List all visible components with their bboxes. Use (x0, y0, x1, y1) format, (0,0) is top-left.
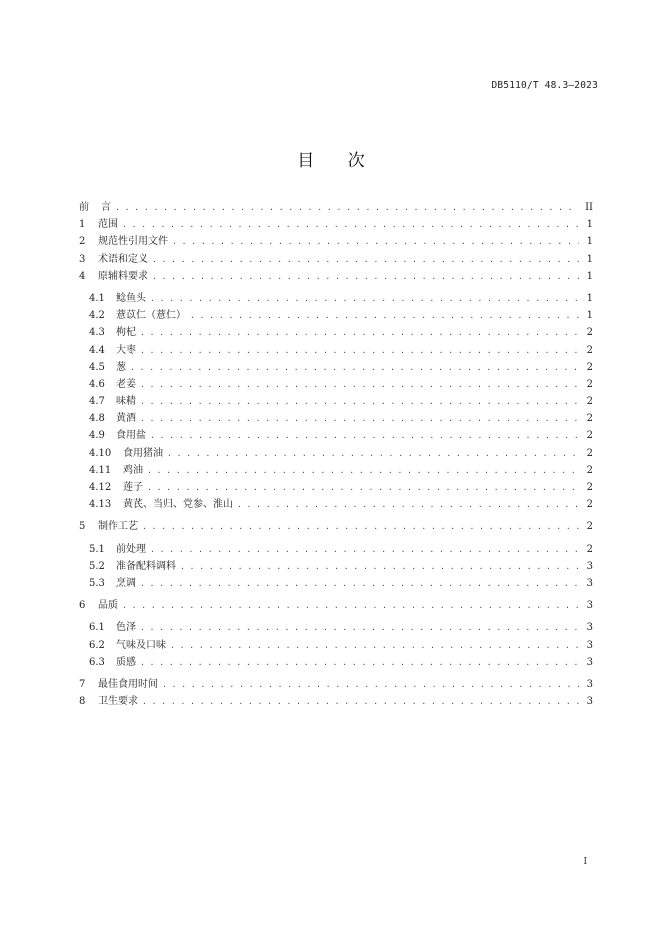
toc-entry-number: 4.11 (89, 464, 112, 476)
toc-entry-page: 2 (586, 344, 593, 356)
toc-entry[interactable] (79, 637, 593, 654)
toc-entry[interactable] (79, 410, 593, 427)
toc-entry-label: 规范性引用文件 (98, 236, 168, 248)
toc-entry[interactable] (79, 199, 593, 216)
toc-entry-label: 原辅料要求 (98, 270, 148, 282)
toc-entry-number: 4.2 (89, 310, 105, 322)
toc-entry[interactable] (79, 445, 593, 462)
toc-entry-number: 4.8 (89, 413, 105, 425)
toc-entry-page: 2 (586, 396, 593, 408)
toc-entry[interactable] (79, 479, 593, 496)
toc-entry[interactable] (79, 541, 593, 558)
toc-entry-number: 2 (79, 236, 86, 248)
toc-entry-number: 4 (79, 270, 86, 282)
toc-entry-page: 1 (586, 236, 593, 248)
toc-leader-dots (140, 376, 579, 393)
toc-entry-page: 2 (586, 464, 593, 476)
toc-entry[interactable] (79, 676, 593, 693)
toc-entry[interactable] (79, 324, 593, 341)
toc-entry-label: 薏苡仁（薏仁） (116, 310, 186, 322)
toc-entry[interactable] (79, 462, 593, 479)
toc-entry-label: 大枣 (116, 344, 136, 356)
toc-entry-number: 前 (79, 202, 89, 213)
toc-entry[interactable] (79, 233, 593, 250)
toc-entry-page: 2 (586, 327, 593, 339)
toc-entry[interactable] (79, 693, 593, 710)
toc-leader-dots (140, 654, 579, 671)
toc-entry-page: 2 (586, 430, 593, 442)
toc-entry-label: 老姜 (116, 378, 136, 390)
toc-entry-label: 质感 (116, 656, 136, 668)
toc-leader-dots (122, 216, 579, 233)
toc-entry-number: 4.5 (89, 361, 105, 373)
toc-entry-number: 6 (79, 600, 86, 612)
toc-entry-number: 3 (79, 253, 86, 265)
toc-entry-label: 葱 (116, 361, 126, 373)
toc-entry-number: 6.3 (89, 656, 105, 668)
toc-entry-label: 术语和定义 (98, 253, 148, 265)
table-of-contents (79, 199, 593, 710)
toc-entry-page: 2 (586, 521, 593, 533)
toc-leader-dots (140, 410, 579, 427)
toc-entry-number: 7 (79, 678, 86, 690)
toc-entry[interactable] (79, 393, 593, 410)
toc-entry-label: 制作工艺 (98, 521, 138, 533)
toc-entry-label: 范围 (98, 219, 118, 231)
toc-entry-label: 最佳食用时间 (98, 678, 158, 690)
toc-entry[interactable] (79, 359, 593, 376)
toc-entry-label: 鸡油 (123, 464, 143, 476)
toc-leader-dots (140, 324, 579, 341)
toc-leader-dots (130, 359, 579, 376)
toc-entry-label: 枸杞 (116, 327, 136, 339)
toc-entry[interactable] (79, 216, 593, 233)
toc-entry-number: 4.10 (89, 447, 112, 459)
toc-entry-number: 5.1 (89, 543, 105, 555)
toc-leader-dots (122, 597, 579, 614)
toc-leader-dots (140, 342, 579, 359)
page-title: 目 次 (297, 151, 379, 171)
document-code: DB5110/T 48.3—2023 (491, 80, 598, 91)
toc-leader-dots (162, 676, 579, 693)
toc-entry[interactable] (79, 251, 593, 268)
toc-entry[interactable] (79, 558, 593, 575)
toc-entry-label: 卫生要求 (98, 696, 138, 708)
toc-entry-number: 6.1 (89, 622, 105, 634)
toc-entry-label: 言 (101, 202, 111, 213)
toc-entry-page: 3 (586, 678, 593, 690)
toc-leader-dots (115, 199, 579, 216)
toc-entry-page: 2 (586, 361, 593, 373)
toc-entry-page: 1 (586, 219, 593, 231)
toc-entry-number: 5.2 (89, 560, 105, 572)
toc-entry-page: 2 (586, 499, 593, 511)
toc-entry[interactable] (79, 290, 593, 307)
toc-leader-dots (140, 393, 579, 410)
toc-entry-number: 4.7 (89, 396, 105, 408)
toc-entry-label: 品质 (98, 600, 118, 612)
toc-entry-label: 准备配料调料 (116, 560, 176, 572)
toc-entry[interactable] (79, 342, 593, 359)
toc-entry-number: 1 (79, 219, 86, 231)
toc-entry-page: 3 (586, 656, 593, 668)
toc-entry-page: 3 (586, 696, 593, 708)
toc-leader-dots (190, 307, 579, 324)
toc-entry-page: 1 (586, 253, 593, 265)
toc-entry-page: 3 (586, 560, 593, 572)
toc-entry-label: 莲子 (123, 482, 143, 493)
toc-leader-dots (172, 233, 579, 250)
toc-entry[interactable] (79, 575, 593, 592)
toc-leader-dots (140, 575, 579, 592)
toc-entry-page: 3 (586, 577, 593, 589)
toc-entry[interactable] (79, 518, 593, 535)
toc-entry-number: 4.3 (89, 327, 105, 339)
toc-entry[interactable] (79, 496, 593, 513)
toc-leader-dots (147, 479, 579, 496)
toc-entry-number: 5 (79, 521, 86, 533)
toc-entry-number: 5.3 (89, 577, 105, 589)
toc-entry[interactable] (79, 427, 593, 444)
toc-leader-dots (140, 619, 579, 636)
toc-leader-dots (180, 558, 579, 575)
toc-entry-number: 4.12 (89, 482, 112, 493)
toc-entry-label: 前处理 (116, 543, 146, 555)
toc-entry[interactable] (79, 619, 593, 636)
toc-leader-dots (147, 462, 579, 479)
toc-leader-dots (170, 637, 579, 654)
toc-entry-page: II (585, 202, 593, 213)
toc-leader-dots (167, 445, 579, 462)
toc-entry-label: 鲶鱼头 (116, 292, 146, 304)
toc-entry-page: 2 (586, 413, 593, 425)
toc-entry-page: 2 (586, 447, 593, 459)
toc-entry-label: 烹调 (116, 577, 136, 589)
toc-entry-label: 味精 (116, 396, 136, 408)
toc-entry-label: 色泽 (116, 622, 136, 634)
toc-entry-number: 4.4 (89, 344, 105, 356)
toc-leader-dots (150, 427, 579, 444)
toc-entry-page: 1 (586, 292, 593, 304)
toc-entry-number: 4.13 (89, 499, 112, 511)
toc-entry-label: 食用猪油 (123, 447, 163, 459)
toc-entry-page: 3 (586, 622, 593, 634)
toc-entry-page: 3 (586, 600, 593, 612)
toc-entry-number: 4.9 (89, 430, 105, 442)
toc-entry-label: 黄酒 (116, 413, 136, 425)
toc-leader-dots (150, 290, 579, 307)
toc-entry-number: 4.6 (89, 378, 105, 390)
toc-entry-number: 4.1 (89, 292, 105, 304)
toc-entry-page: 2 (586, 378, 593, 390)
toc-leader-dots (150, 541, 579, 558)
toc-entry[interactable] (79, 268, 593, 285)
toc-leader-dots (152, 251, 579, 268)
toc-leader-dots (237, 496, 579, 513)
toc-leader-dots (152, 268, 579, 285)
toc-entry[interactable] (79, 654, 593, 671)
toc-entry-number: 6.2 (89, 639, 105, 651)
toc-entry-label: 气味及口味 (116, 639, 166, 651)
toc-leader-dots (142, 518, 579, 535)
toc-entry-label: 食用盐 (116, 430, 146, 442)
toc-entry-number: 8 (79, 696, 86, 708)
toc-entry[interactable] (79, 307, 593, 324)
page-number: I (583, 857, 587, 867)
toc-entry-page: 1 (586, 310, 593, 322)
toc-entry-page: 2 (586, 482, 593, 493)
toc-entry[interactable] (79, 376, 593, 393)
toc-entry-page: 3 (586, 639, 593, 651)
toc-entry-page: 2 (586, 543, 593, 555)
toc-entry-label: 黄芪、当归、党参、淮山 (123, 499, 233, 511)
toc-entry[interactable] (79, 597, 593, 614)
toc-entry-page: 1 (586, 270, 593, 282)
toc-leader-dots (142, 693, 579, 710)
